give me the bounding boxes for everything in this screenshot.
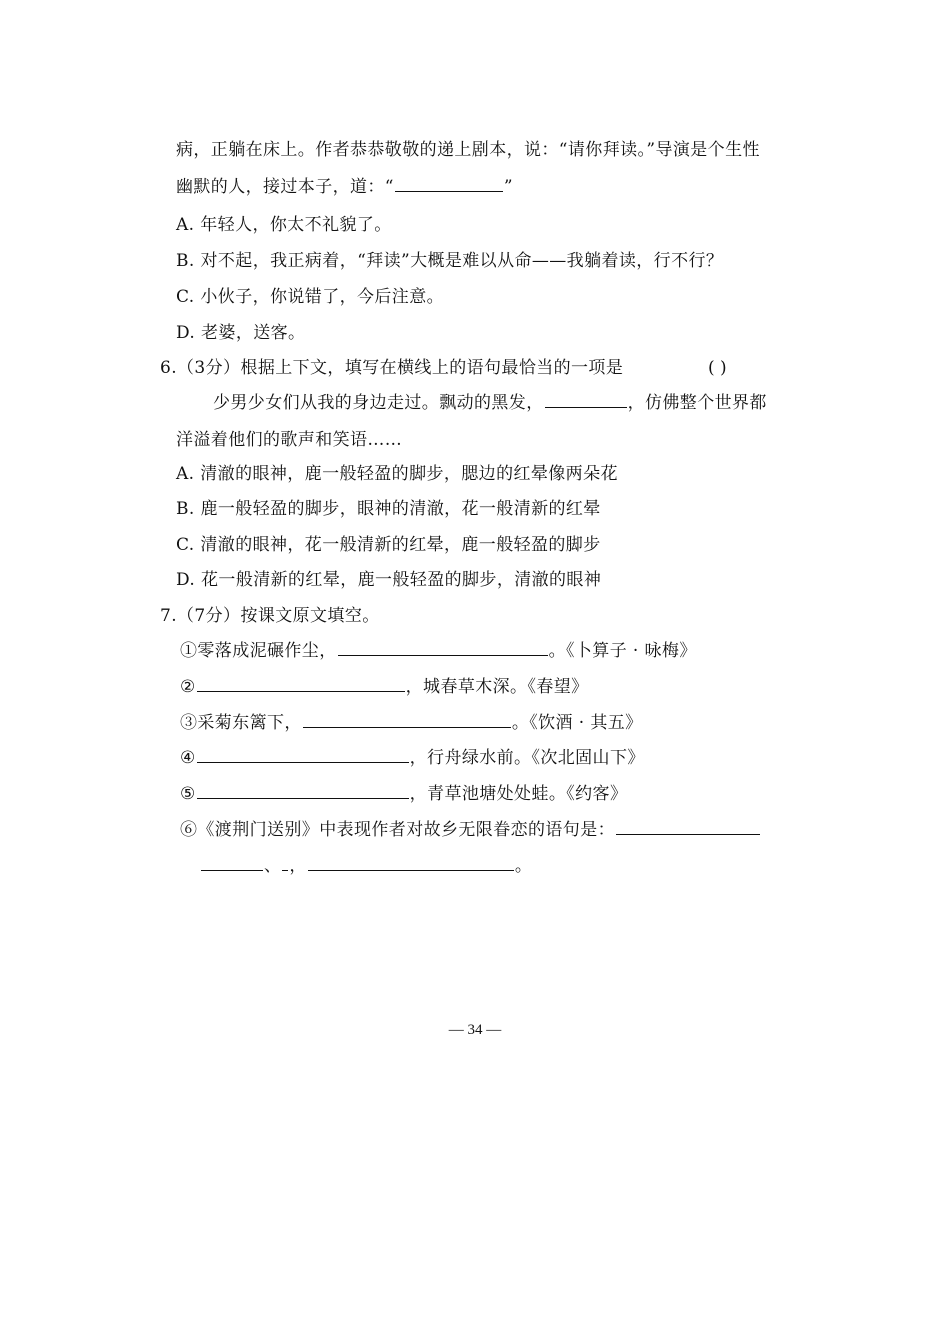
q7-item-2-source: ，城春草木深。《春望》 — [405, 677, 589, 697]
q7-item-4 — [180, 747, 645, 769]
q7-item-3-blank — [303, 712, 511, 728]
q7-item-5-source: ，青草池塘处处蛙。《约客》 — [409, 784, 628, 804]
q7-item-6-blank-4 — [308, 855, 514, 871]
q6-passage-text-after: ，仿佛整个世界都 — [627, 393, 767, 413]
q7-item-2-text: ② — [180, 677, 196, 697]
q7-item-3 — [180, 712, 643, 734]
q6-passage-blank — [545, 392, 627, 408]
page-number: — 34 — — [448, 1022, 502, 1038]
q7-item-6 — [180, 819, 761, 841]
q7-item-4-text: ④ — [180, 748, 196, 768]
q7-item-2 — [180, 676, 589, 698]
q7-item-3-text: ③采菊东篱下， — [180, 713, 302, 733]
q6-answer-paren: ( ) — [708, 358, 727, 378]
q5-line2-close-quote: ” — [503, 177, 513, 197]
q7-item-6-sep2: ， — [289, 856, 307, 876]
q5-option-c: C. 小伙子，你说错了，今后注意。 — [176, 287, 445, 307]
q7-item-6-sep1: 、 — [264, 856, 282, 876]
q7-item-6-end: 。 — [514, 856, 533, 876]
q7-item-1-blank — [338, 640, 548, 656]
q7-item-5-blank — [197, 783, 409, 799]
q5-option-b: B. 对不起，我正病着，“拜读”大概是难以从命——我躺着读，行不行？ — [176, 251, 724, 271]
q7-item-6-blank-2 — [201, 855, 263, 871]
q7-item-4-source: ，行舟绿水前。《次北固山下》 — [409, 748, 645, 768]
q7-stem: 7.（7分）按课文原文填空。 — [160, 606, 380, 626]
q5-line2-text: 幽默的人，接过本子，道：“ — [176, 177, 394, 197]
q6-option-d: D. 花一般清新的红晕，鹿一般轻盈的脚步，清澈的眼神 — [176, 570, 602, 590]
q6-passage-line1 — [213, 392, 767, 414]
q7-item-1-text: ①零落成泥碾作尘， — [180, 641, 337, 661]
q6-option-c: C. 清澈的眼神，花一般清新的红晕，鹿一般轻盈的脚步 — [176, 535, 601, 555]
q5-passage-line2 — [176, 176, 513, 198]
q7-item-4-blank — [197, 747, 409, 763]
q5-option-a: A. 年轻人，你太不礼貌了。 — [176, 215, 392, 235]
q7-item-6-cont — [200, 855, 532, 877]
q7-item-6-text: ⑥《渡荆门送别》中表现作者对故乡无限眷恋的语句是： — [180, 820, 615, 840]
q6-stem: 6.（3分）根据上下文，填写在横线上的语句最恰当的一项是 — [160, 358, 624, 378]
q6-passage-text: 少男少女们从我的身边走过。飘动的黑发， — [213, 393, 544, 413]
q7-item-5-text: ⑤ — [180, 784, 196, 804]
q7-item-5 — [180, 783, 627, 805]
q7-item-6-blank-3 — [282, 855, 288, 871]
q5-option-d: D. 老婆，送客。 — [176, 323, 306, 343]
q5-passage-line1: 病，正躺在床上。作者恭恭敬敬的递上剧本，说：“请你拜读。”导演是个生性 — [176, 140, 760, 160]
q5-answer-blank — [395, 176, 503, 192]
q6-passage-line2: 洋溢着他们的歌声和笑语…… — [176, 430, 403, 450]
q7-item-2-blank — [197, 676, 405, 692]
q7-item-6-blank-1 — [616, 819, 760, 835]
q7-item-3-source: 。《饮酒 · 其五》 — [511, 713, 643, 733]
q6-option-b: B. 鹿一般轻盈的脚步，眼神的清澈，花一般清新的红晕 — [176, 499, 601, 519]
q7-item-1-source: 。《卜算子 · 咏梅》 — [548, 641, 697, 661]
q7-item-1 — [180, 640, 697, 662]
q6-option-a: A. 清澈的眼神，鹿一般轻盈的脚步，腮边的红晕像两朵花 — [176, 464, 618, 484]
